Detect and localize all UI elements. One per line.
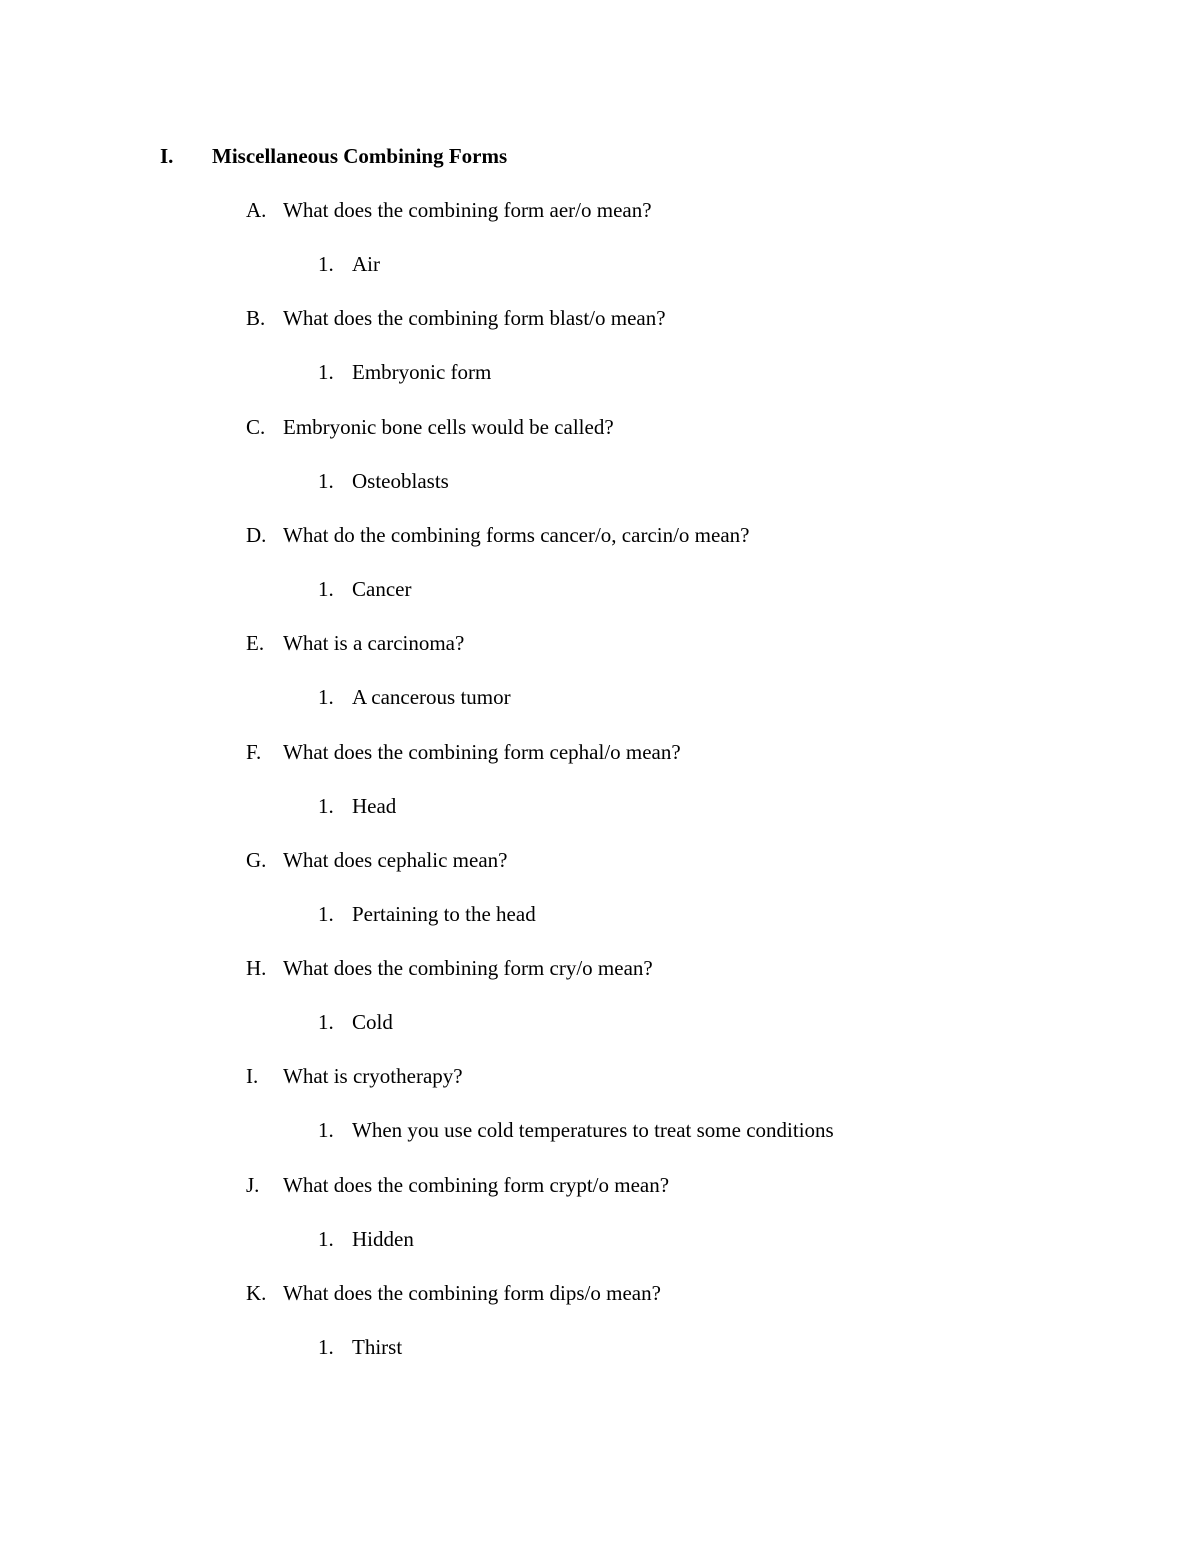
answer-number: 1. (318, 793, 334, 818)
question-text: What does the combining form dips/o mean? (283, 1281, 661, 1305)
answer-text: Air (352, 252, 380, 276)
answer-number: 1. (318, 468, 334, 493)
answer-number: 1. (318, 901, 334, 926)
answer-item (318, 1333, 402, 1361)
question-text: What does the combining form aer/o mean? (283, 198, 652, 222)
question-text: What does the combining form crypt/o mean? (283, 1172, 670, 1197)
answer-number: 1. (318, 685, 334, 710)
answer-item (318, 900, 536, 928)
question-item (246, 1062, 463, 1090)
question-item (246, 629, 464, 657)
answer-text: When you use cold temperatures to treat some conditions (352, 1118, 834, 1143)
question-letter: K. (246, 1281, 267, 1305)
question-letter: J. (246, 1172, 260, 1197)
answer-number: 1. (318, 1226, 334, 1251)
answer-item (318, 575, 411, 603)
answer-text: Cancer (352, 576, 412, 601)
question-letter: C. (246, 414, 266, 439)
answer-number: 1. (318, 252, 334, 276)
answer-item (318, 1225, 414, 1253)
answer-number: 1. (318, 576, 334, 601)
answer-item (318, 358, 491, 386)
answer-text: Pertaining to the head (352, 901, 536, 926)
question-text: What does the combining form cry/o mean? (283, 956, 653, 981)
question-text: What does the combining form blast/o mean? (283, 306, 666, 331)
answer-text: Cold (352, 1010, 393, 1035)
section-heading (160, 142, 507, 170)
question-item (246, 196, 652, 224)
question-text: What is a carcinoma? (283, 631, 465, 656)
answer-item (318, 467, 449, 495)
question-item (246, 521, 749, 549)
question-item (246, 413, 614, 441)
question-letter: B. (246, 306, 266, 331)
question-text: What do the combining forms cancer/o, carcin/o mean? (283, 522, 750, 547)
answer-text: Osteoblasts (352, 468, 449, 493)
question-letter: H. (246, 956, 267, 981)
answer-text: Head (352, 793, 397, 818)
section-title: Miscellaneous Combining Forms (212, 144, 508, 168)
answer-item (318, 250, 380, 278)
section-number: I. (160, 144, 174, 168)
question-text: What does the combining form cephal/o mean? (283, 739, 681, 764)
answer-text: Thirst (352, 1335, 403, 1359)
answer-item (318, 1116, 834, 1144)
question-item (246, 1171, 669, 1199)
answer-number: 1. (318, 1118, 334, 1143)
answer-text: Hidden (352, 1226, 414, 1251)
answer-text: A cancerous tumor (352, 685, 511, 710)
question-item (246, 1279, 661, 1307)
question-letter: F. (246, 739, 262, 764)
answer-item (318, 792, 396, 820)
question-letter: I. (246, 1064, 259, 1089)
question-letter: D. (246, 522, 267, 547)
answer-text: Embryonic form (352, 360, 492, 385)
answer-number: 1. (318, 1335, 334, 1359)
question-item (246, 738, 681, 766)
question-text: Embryonic bone cells would be called? (283, 414, 614, 439)
answer-number: 1. (318, 360, 334, 385)
question-letter: E. (246, 631, 265, 656)
question-item (246, 954, 653, 982)
answer-item (318, 1008, 393, 1036)
question-letter: G. (246, 847, 267, 872)
question-letter: A. (246, 198, 267, 222)
answer-item (318, 683, 511, 711)
question-item (246, 846, 507, 874)
question-text: What is cryotherapy? (283, 1064, 463, 1089)
question-text: What does cephalic mean? (283, 847, 508, 872)
answer-number: 1. (318, 1010, 334, 1035)
question-item (246, 304, 666, 332)
